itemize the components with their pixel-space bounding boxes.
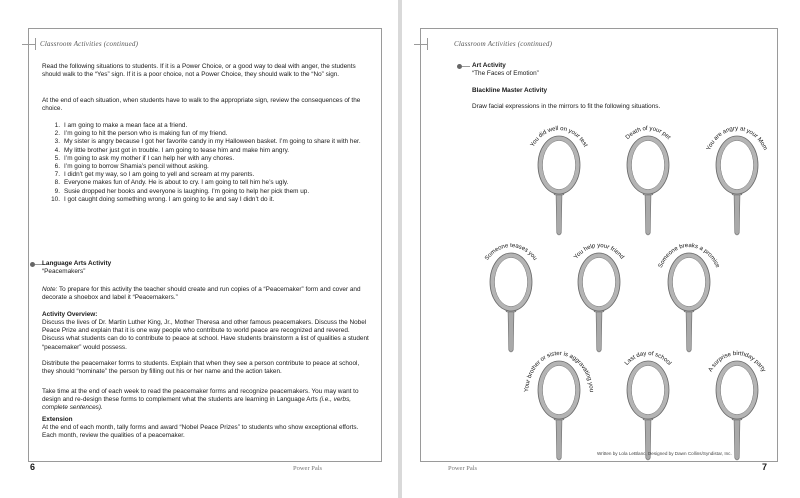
- situation-item: [50, 122, 370, 130]
- mirror-handle: [556, 417, 562, 460]
- take-time-text: Take time at the end of each week to read the peacemaker forms and recognize peacemakers. You may want to design and re-design these forms to complement what the students are learning in Language Arts: [42, 388, 359, 404]
- mirror-label-text: You are angry at your Mom: [706, 126, 768, 152]
- note-paragraph: [42, 286, 372, 302]
- left-header-tick-vertical: [35, 38, 36, 50]
- situation-text: I’m going to hit the person who is making fun of my friend.: [64, 130, 228, 138]
- situation-item: [50, 147, 370, 155]
- instruction-text: Draw facial expressions in the mirrors to fit the following situations.: [472, 103, 661, 110]
- note-label: Note:: [42, 286, 58, 293]
- hand-mirror: [568, 243, 630, 352]
- mirror-glass: [495, 258, 528, 307]
- lang-arts-heading: Language Arts Activity: [42, 260, 112, 267]
- intro-paragraph: Read the following situations to students. If it is a Power Choice, or a good way to deal with anger, the students should walk to the “Yes” sign. If it is a poor choice, not a Power Choice, they should walk to the “No” sign.: [42, 63, 356, 79]
- mirror-label-text: Someone teases you: [484, 242, 538, 262]
- hand-mirror: [528, 126, 590, 235]
- extension-paragraph: At the end of each month, tally forms and award “Nobel Peace Prizes” to students who show exceptional efforts. Each month, review the qualities of a peacemaker.: [42, 424, 359, 440]
- situation-number: 2.: [54, 130, 60, 138]
- mirror-handle: [596, 309, 602, 352]
- hand-mirror: [706, 126, 768, 235]
- page-number: 7: [762, 462, 768, 472]
- mirror-label-text: Your brother or sister is aggravating you: [524, 350, 594, 393]
- hand-mirror: [524, 351, 594, 460]
- situation-text: I got caught doing something wrong. I am going to lie and say I didn’t do it.: [64, 195, 275, 203]
- art-subtitle: “The Faces of Emotion”: [472, 70, 539, 77]
- blackline-heading: Blackline Master Activity: [472, 87, 548, 94]
- mirror-glass: [543, 366, 576, 415]
- situation-item: [50, 138, 370, 146]
- situation-text: My little brother just got in trouble. I am going to tease him and make him angry.: [64, 146, 290, 154]
- mirror-glass: [632, 141, 665, 190]
- note-text: To prepare for this activity the teacher should create and run copies of a “Peacemaker” form and cover and decorate a shoebox and label it “Peacemakers.”: [42, 286, 361, 302]
- mirror-handle: [734, 417, 740, 460]
- situation-number: 4.: [54, 146, 60, 154]
- situation-number: 10.: [51, 195, 60, 203]
- mirror-glass: [543, 141, 576, 190]
- distribute-paragraph: Distribute the peacemaker forms to students. Explain that when they see a person contribute to peace at school, they should “nominate” the person by filling out his or her name and the action taken.: [42, 360, 360, 376]
- mirror-handle: [734, 192, 740, 235]
- situation-item: [50, 188, 370, 196]
- take-time-paragraph: [42, 388, 372, 413]
- situation-item: [50, 196, 370, 204]
- situation-text: Susie dropped her books and everyone is laughing. I’m going to help her pick them up.: [64, 187, 310, 195]
- situation-item: [50, 130, 370, 138]
- hand-mirror: [617, 351, 679, 460]
- section-header: Classroom Activities (continued): [454, 40, 553, 48]
- mirror-label-text: Someone breaks a promise: [657, 242, 721, 269]
- situation-number: 6.: [54, 163, 60, 171]
- mirror-label-text: A surprise birthday party: [707, 351, 767, 374]
- mirror-glass: [721, 366, 754, 415]
- page-footer: Power Pals: [293, 465, 323, 472]
- situation-item: [50, 155, 370, 163]
- mirror-handle: [645, 192, 651, 235]
- end-paragraph: At the end of each situation, when students have to walk to the appropriate sign, review the consequences of the choice.: [42, 97, 361, 113]
- situation-text: I’m going to ask my mother if I can help her with any chores.: [64, 154, 235, 162]
- situation-number: 5.: [54, 154, 60, 162]
- left-page: [0, 0, 398, 498]
- credit-line: Written by Lola LeBlanc, Designed by Dawn Collins/Syndistar, Inc.: [597, 451, 732, 456]
- mirror-handle: [508, 309, 514, 352]
- situation-item: [50, 163, 370, 171]
- hand-mirror: [480, 243, 542, 352]
- situation-number: 1.: [54, 122, 60, 129]
- mirror-glass: [583, 258, 616, 307]
- art-heading: Art Activity: [472, 62, 506, 69]
- overview-paragraph: Discuss the lives of Dr. Martin Luther King, Jr., Mother Theresa and other famous peacemakers. Discuss the Nobel Peace Prize and explain that it is one way people who contribute to world peace are recognized and revered. Discuss what students can do to contribute to peace at school. Have students brainstorm a list of qualities a student “peacemaker” would possess.: [42, 319, 369, 351]
- mirror-label-text: You help your friend: [573, 242, 625, 261]
- situation-item: [50, 171, 370, 179]
- situation-text: Everyone makes fun of Andy. He is about to cry. I am going to tell him he’s ugly.: [64, 179, 289, 187]
- mirror-glass: [673, 258, 706, 307]
- situation-text: My sister is angry because I got her favorite candy in my Halloween basket. I’m going to share it with her.: [64, 138, 361, 146]
- take-time-example: (i.e., verbs, complete sentences).: [42, 396, 352, 412]
- situation-text: I am going to make a mean face at a friend.: [64, 122, 188, 129]
- mirror-label-text: Last day of school: [624, 350, 673, 367]
- situation-number: 8.: [54, 179, 60, 187]
- mirror-label-text: You did well on your test: [529, 125, 589, 149]
- mirror-grid: [402, 0, 800, 498]
- section-header: Classroom Activities (continued): [40, 40, 139, 48]
- situation-number: 7.: [54, 171, 60, 179]
- mirror-handle: [556, 192, 562, 235]
- page-footer: Power Pals: [448, 465, 478, 472]
- mirror-glass: [721, 141, 754, 190]
- situation-list: [50, 122, 370, 204]
- situation-number: 9.: [54, 187, 60, 195]
- extension-heading: Extension: [42, 416, 73, 423]
- lang-arts-subtitle: “Peacemakers”: [42, 268, 86, 275]
- mirror-handle: [686, 309, 692, 352]
- situation-text: I didn’t get my way, so I am going to yell and scream at my parents.: [64, 171, 255, 179]
- mirror-glass: [632, 366, 665, 415]
- page-number: 6: [30, 462, 36, 472]
- situation-number: 3.: [54, 138, 60, 146]
- hand-mirror: [658, 243, 721, 352]
- hand-mirror: [706, 351, 768, 460]
- situation-text: I’m going to borrow Shamia’s pencil without asking.: [64, 163, 209, 171]
- right-page: [402, 0, 800, 498]
- situation-item: [50, 179, 370, 187]
- mirror-label-text: Death of your pet: [624, 125, 672, 141]
- left-header-tick: [22, 44, 36, 45]
- overview-heading: Activity Overview:: [42, 311, 98, 318]
- hand-mirror: [617, 126, 679, 235]
